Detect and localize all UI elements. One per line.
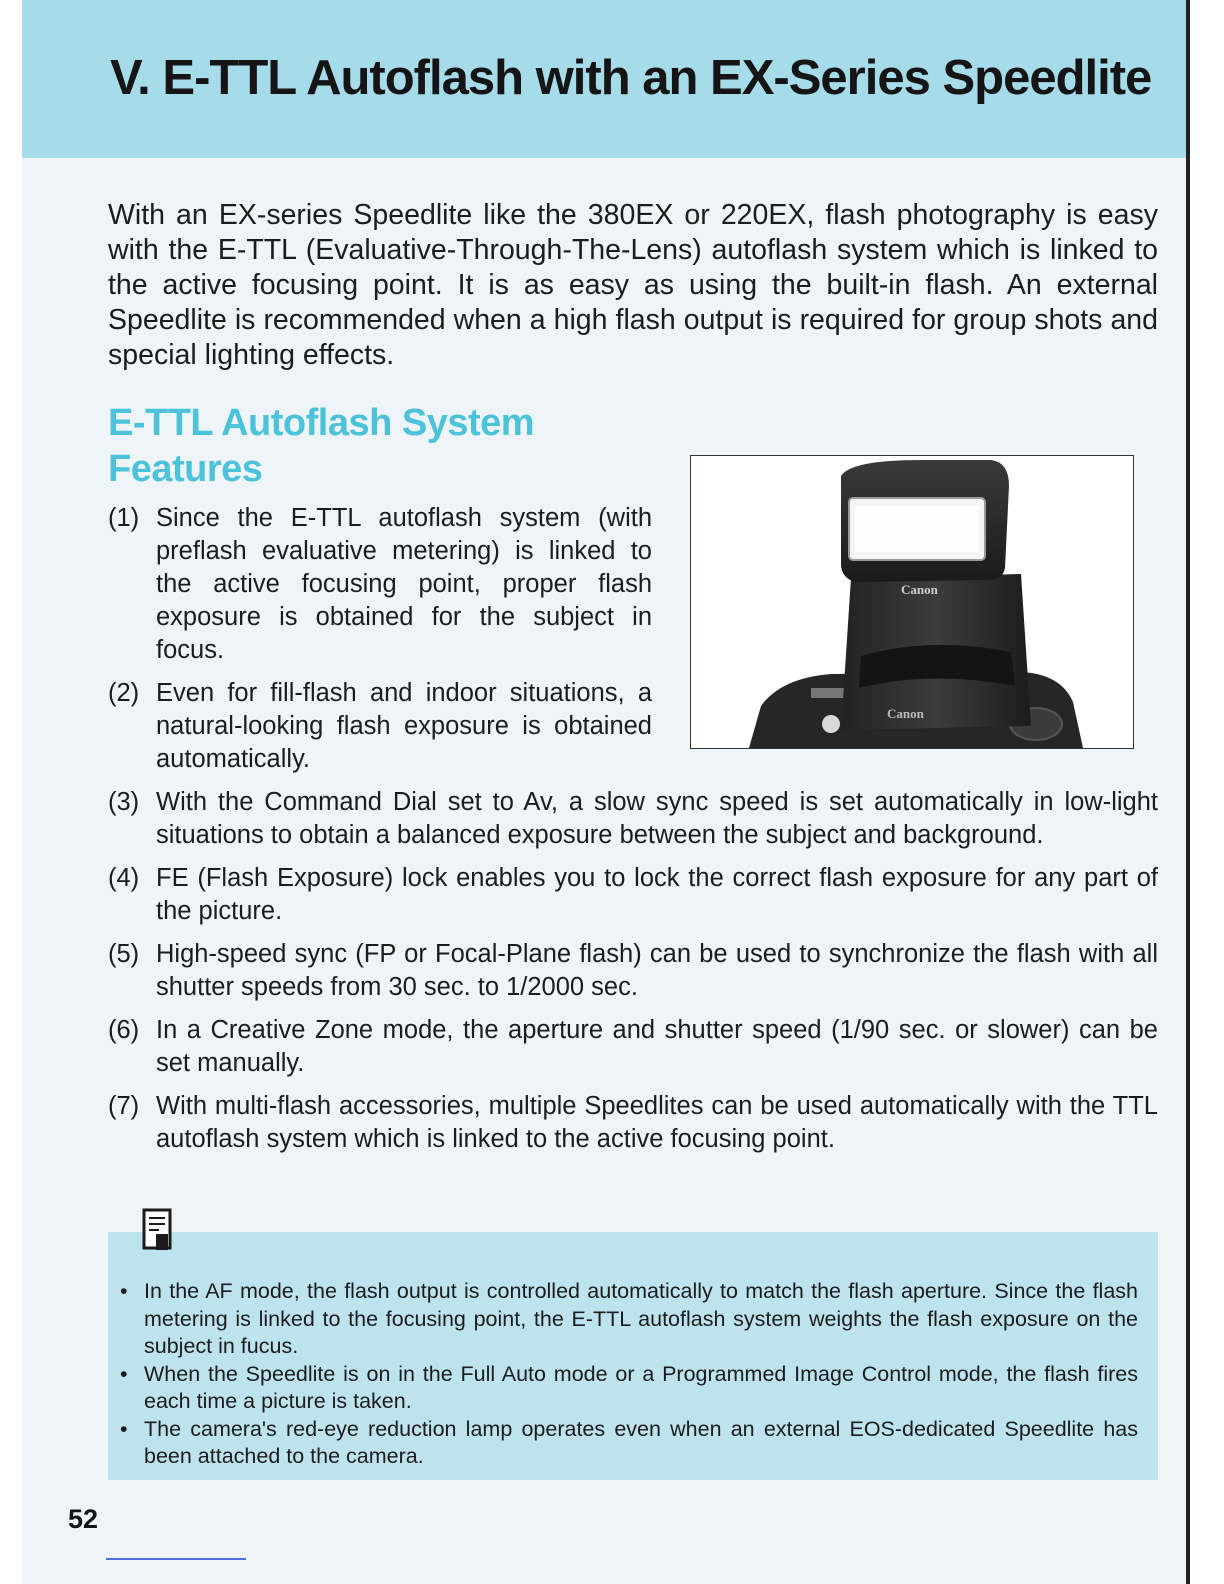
feature-number: (3) <box>108 788 140 816</box>
flash-brand-label: Canon <box>901 582 938 597</box>
feature-number: (2) <box>108 679 140 707</box>
note-list <box>120 1278 1138 1471</box>
feature-text: Since the E-TTL autoflash system (with preflash evaluative metering) is linked to the active focusing point, proper flash exposure is obtained for the subject in focus. <box>156 504 652 664</box>
feature-text: With multi-flash accessories, multiple Speedlites can be used automatically with the TTL autoflash system which is linked to the active focusing point. <box>156 1092 1158 1153</box>
feature-number: (4) <box>108 864 140 892</box>
feature-item <box>108 502 652 667</box>
note-text: When the Speedlite is on in the Full Auto mode or a Programmed Image Control mode, the flash fires each time a picture is taken. <box>144 1361 1138 1413</box>
feature-number: (7) <box>108 1092 140 1120</box>
feature-item <box>108 786 1158 852</box>
note-text: The camera's red-eye reduction lamp operates even when an external EOS-dedicated Speedlite has been attached to the camera. <box>144 1416 1138 1468</box>
note-bullet: • <box>120 1416 128 1441</box>
page-edge <box>1186 0 1190 1584</box>
feature-text: In a Creative Zone mode, the aperture and shutter speed (1/90 sec. or slower) can be set manually. <box>156 1016 1158 1077</box>
footer-line <box>106 1558 246 1560</box>
feature-item <box>108 677 652 776</box>
feature-number: (6) <box>108 1016 140 1044</box>
feature-item <box>108 938 1158 1004</box>
note-item <box>120 1361 1138 1416</box>
note-text: In the AF mode, the flash output is controlled automatically to match the flash aperture. Since the flash metering is linked to the focusing point, the E-TTL autoflash system weights the flash exposure on the subject in fucus. <box>144 1279 1138 1358</box>
feature-text: FE (Flash Exposure) lock enables you to lock the correct flash exposure for any part of the picture. <box>156 864 1158 925</box>
feature-item <box>108 1014 1158 1080</box>
feature-number: (1) <box>108 504 140 532</box>
feature-item <box>108 862 1158 928</box>
camera-brand-label: Canon <box>887 706 924 721</box>
note-bullet: • <box>120 1361 128 1386</box>
page-number: 52 <box>68 1504 99 1534</box>
feature-number: (5) <box>108 940 140 968</box>
page-title: V. E-TTL Autoflash with an EX-Series Speedlite <box>110 51 1152 105</box>
feature-list <box>108 502 1158 1166</box>
feature-text: Even for fill-flash and indoor situations, a natural-looking flash exposure is obtained automatically. <box>156 679 652 773</box>
feature-item <box>108 1090 1158 1156</box>
note-icon <box>142 1208 174 1252</box>
feature-text: High-speed sync (FP or Focal-Plane flash) can be used to synchronize the flash with all shutter speeds from 30 sec. to 1/2000 sec. <box>156 940 1158 1001</box>
note-bullet: • <box>120 1279 128 1303</box>
note-item <box>120 1278 1138 1361</box>
intro-paragraph: With an EX-series Speedlite like the 380EX or 220EX, flash photography is easy with the E-TTL (Evaluative-Through-The-Lens) autoflash system which is linked to the active focusing point. It is as easy as using the built-in flash. An external Speedlite is recommended when a high flash output is required for group shots and special lighting effects. <box>108 199 1158 371</box>
section-heading: E-TTL Autoflash System Features <box>108 402 535 490</box>
manual-page <box>22 0 1190 1584</box>
header-band <box>22 0 1190 158</box>
note-item <box>120 1416 1138 1471</box>
feature-text: With the Command Dial set to Av, a slow sync speed is set automatically in low-light situations to obtain a balanced exposure between the subject and background. <box>156 788 1158 849</box>
